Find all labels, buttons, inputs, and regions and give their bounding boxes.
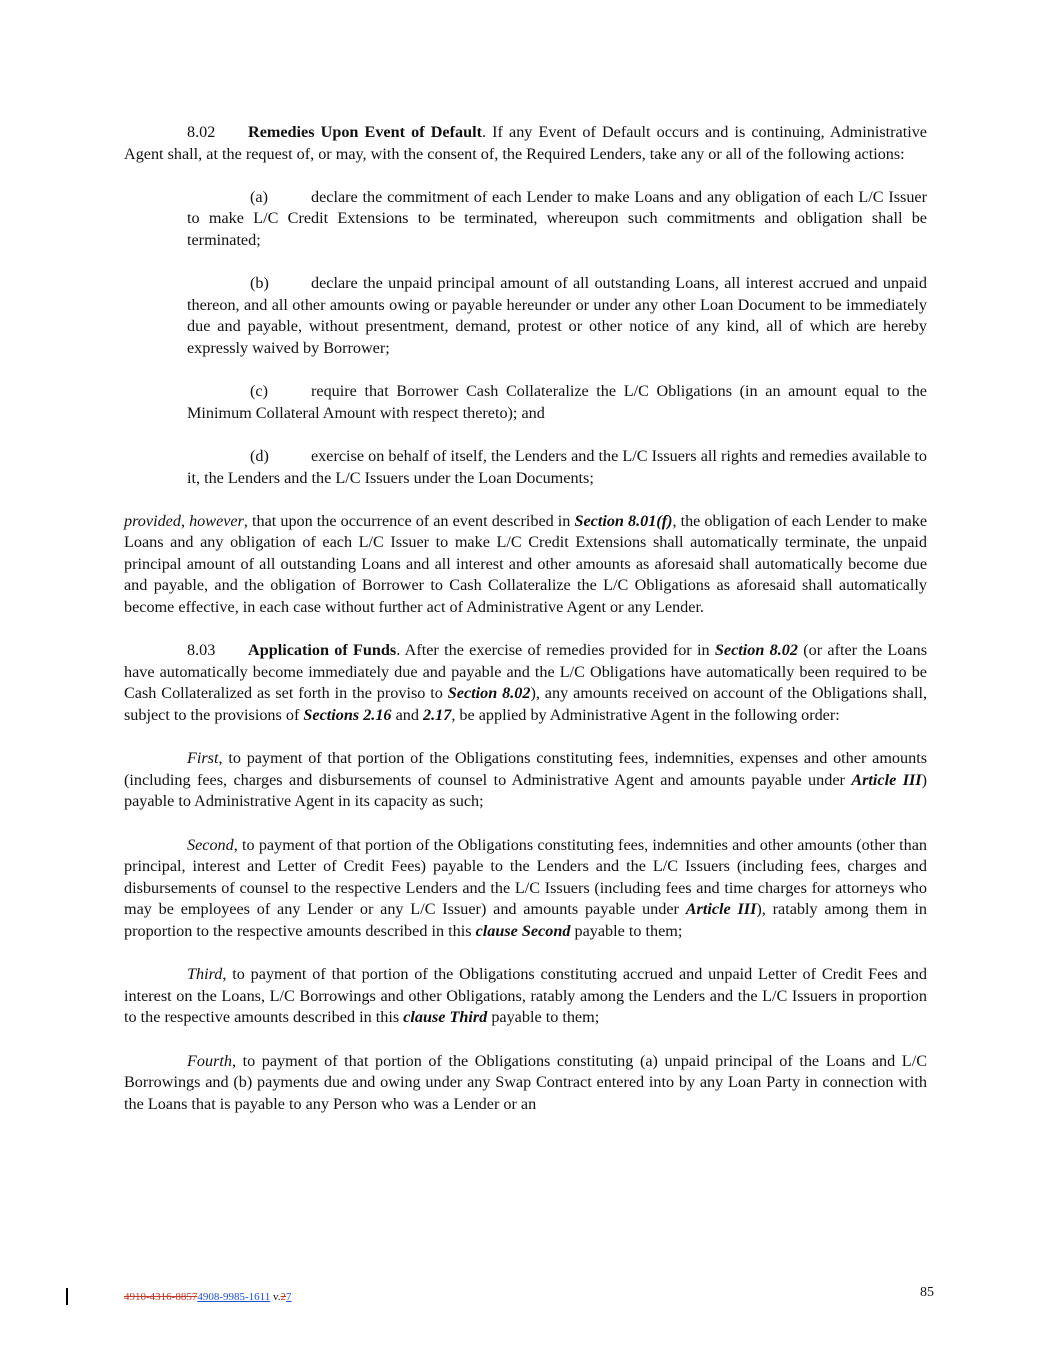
deleted-doc-id: 4910-4316-8857 [124, 1291, 198, 1303]
section-number: 8.03 [187, 641, 216, 660]
section-8-03-paragraph: 8.03 Application of Funds. After the exercise of remedies provided for in Section 8.02 (or after the Loans have automatically become immediately due and payable and the L/C Obligations have automatically been required to be Cash Collateralized as set forth in the proviso to Section 8.02), any amounts received on account of the Obligations shall, subject to the provisions of Sections 2.16 and 2.17, be applied by Administrative Agent in the following order: [124, 641, 927, 725]
document-id-footer: 4910-4316-88574908-9985-1611 v.27 [124, 1291, 292, 1303]
article-reference: Article III [685, 900, 757, 919]
section-reference: Section 8.01(f) [574, 511, 673, 530]
section-number: 8.02 [187, 123, 216, 141]
inserted-version: 7 [286, 1291, 292, 1303]
clause-d: (d) exercise on behalf of itself, the Lenders and the L/C Issuers all rights and remedies available to it, the Lenders and the L/C Issuers under the Loan Documents; [187, 446, 927, 487]
clause-reference: clause Third [403, 1008, 488, 1027]
clause-c: (c) require that Borrower Cash Collateralize the L/C Obligations (in an amount equal to the Minimum Collateral Amount with respect thereto); and [187, 382, 927, 422]
article-reference: Article III [851, 770, 922, 789]
inserted-doc-id: 4908-9985-1611 [197, 1291, 271, 1303]
proviso-paragraph: provided, however, that upon the occurrence of an event described in Section 8.01(f), the obligation of each Lender to make Loans and any obligation of each L/C Issuer to make L/C Credit Extensions shall automatically terminate, the unpaid principal amount of all outstanding Loans and all interest and other amounts as aforesaid shall automatically become due and payable, and the obligation of Borrower to Cash Collateralize the L/C Obligations as aforesaid shall automatically become effective, in each case without further act of Administrative Agent or any Lender. [124, 511, 928, 617]
section-reference: Sections 2.16 [303, 706, 392, 725]
clause-b: (b) declare the unpaid principal amount of all outstanding Loans, all interest accrued and unpaid thereon, and all other amounts owing or payable hereunder or under any other Loan Document to be immediately due and payable, without presentment, demand, protest or other notice of any kind, all of which are hereby expressly waived by Borrower; [187, 274, 927, 357]
clause-label: (b) [250, 274, 269, 293]
section-reference: Section 8.02 [714, 641, 798, 660]
clause-a: (a) declare the commitment of each Lender to make Loans and any obligation of each L/C Issuer to make L/C Credit Extensions to be terminated, whereupon such commitments and obligation shall be terminated; [187, 187, 927, 249]
clause-label: (a) [250, 187, 268, 206]
section-heading: Remedies Upon Event of Default [248, 123, 482, 141]
priority-third: Third, to payment of that portion of the Obligations constituting accrued and unpaid Letter of Credit Fees and interest on the Loans, L/C Borrowings and other Obligations, ratably among the Lenders and the L/C Issuers in proportion to the respective amounts described in this clause Third payable to them; [124, 965, 927, 1027]
document-body [124, 122, 927, 1115]
change-bar [66, 1288, 68, 1305]
priority-first: First, to payment of that portion of the Obligations constituting fees, indemnities, expenses and other amounts (including fees, charges and disbursements of counsel to Administrative Agent and amounts payable under Article III) payable to Administrative Agent in its capacity as such; [124, 749, 927, 811]
priority-second: Second, to payment of that portion of the Obligations constituting fees, indemnities and other amounts (other than principal, interest and Letter of Credit Fees) payable to the Lenders and the L/C Issuers (including fees, charges and disbursements of counsel to the respective Lenders and the L/C Issuers (including fees and time charges for attorneys who may be employees of any Lender or any L/C Issuer) and amounts payable under Article III), ratably among them in proportion to the respective amounts described in this clause Second payable to them; [124, 835, 927, 940]
section-reference: Section 8.02 [447, 684, 531, 703]
priority-fourth: Fourth, to payment of that portion of the Obligations constituting (a) unpaid principal of the Loans and L/C Borrowings and (b) payments due and owing under any Swap Contract entered into by any Loan Party in connection with the Loans that is payable to any Person who was a Lender or an [124, 1051, 927, 1113]
section-heading: Application of Funds [248, 641, 397, 660]
clause-label: (c) [250, 382, 268, 401]
deleted-version: 2 [280, 1291, 287, 1303]
section-8-02-paragraph: 8.02 Remedies Upon Event of Default. If any Event of Default occurs and is continuing, Administrative Agent shall, at the request of, or may, with the consent of, the Required Lenders, take any or all of the following actions: [124, 123, 927, 163]
clause-label: (d) [250, 446, 269, 465]
section-reference: 2.17 [423, 706, 452, 725]
page-number: 85 [920, 1285, 934, 1300]
clause-reference: clause Second [475, 921, 571, 940]
